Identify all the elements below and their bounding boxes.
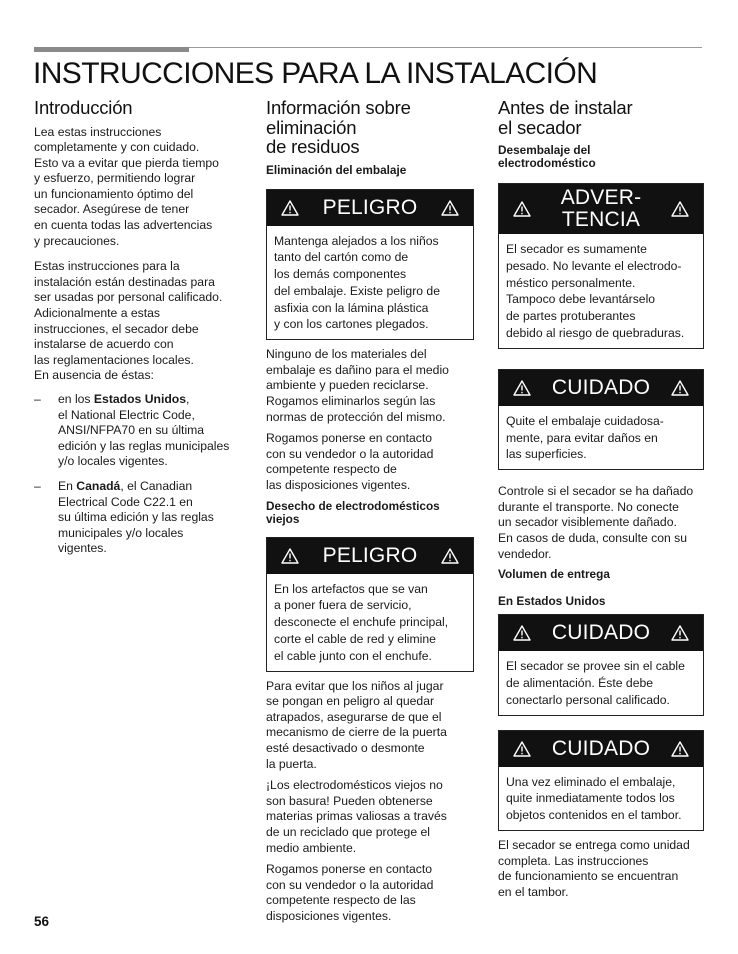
page-title: INSTRUCCIONES PARA LA INSTALACIÓN (33, 57, 598, 90)
warning-box-heavy (498, 183, 704, 349)
section-heading-disposal: Información sobre eliminación de residuos (266, 97, 411, 157)
warning-triangle-icon (441, 548, 459, 564)
warning-triangle-icon (513, 380, 531, 396)
disposal-paragraph-5: Rogamos ponerse en contacto con su vendedor o la autoridad competente respecto de las disposiciones vigentes. (266, 862, 434, 923)
danger-header (267, 538, 473, 574)
list-item-prefix: En (58, 478, 77, 493)
danger-title: PELIGRO (322, 195, 418, 219)
subheading-united-states: En Estados Unidos (498, 594, 606, 609)
warning-triangle-icon (513, 741, 531, 757)
subheading-unpacking: Desembalaje del electrodoméstico (498, 143, 596, 170)
column-introduction (34, 98, 242, 566)
warning-triangle-icon (671, 380, 689, 396)
list-item-prefix: en los (58, 392, 94, 406)
list-item-text: , el Canadian Electrical Code C22.1 en su última edición y las reglas municipales y/o locales vigentes. (58, 478, 214, 556)
list-item (34, 479, 242, 557)
intro-paragraph-2: Estas instrucciones para la instalación están destinadas para ser usadas por personal calificado. Adicionalmente a estas instrucciones, el secador debe instalarse de acuerdo con las reglamentaciones locales. En ausencia de éstas: (34, 259, 223, 383)
caution-title: CUIDADO (551, 621, 651, 645)
column-before-install (498, 98, 704, 900)
intro-paragraph-1: Lea estas instrucciones completamente y con cuidado. Esto va a evitar que pierda tiempo y esfuerzo, permitiendo lograr un funcionamiento óptimo del secador. Asegúrese de tener en cuenta todas las advertencias y precauciones. (34, 124, 219, 248)
section-heading-before-install: Antes de instalar el secador (498, 97, 633, 138)
danger-text: En los artefactos que se van a poner fuera de servicio, desconecte el enchufe principal, corte el cable de red y elimine el cable junto con el enchufe. (274, 581, 449, 663)
install-paragraph-2: El secador se entrega como unidad completa. Las instrucciones de funcionamiento se encuentran en el tambor. (498, 837, 690, 899)
caution-header (499, 370, 703, 406)
caution-header (499, 615, 703, 651)
disposal-paragraph-1: Ninguno de los materiales del embalaje es dañino para el medio ambiente y pueden reciclarse. Rogamos eliminarlos según las normas de protección del mismo. (266, 347, 449, 424)
caution-text: Una vez eliminado el embalaje, quite inmediatamente todos los objetos contenidos en el tambor. (506, 774, 682, 823)
warning-triangle-icon (441, 200, 459, 216)
subheading-delivery-scope: Volumen de entrega (498, 567, 610, 582)
subheading-packaging-disposal: Eliminación del embalaje (266, 162, 407, 177)
install-paragraph-1: Controle si el secador se ha dañado durante el transporte. No conecte un secador visiblemente dañado. En casos de duda, consulte con su vendedor. (498, 484, 694, 561)
caution-box-power-cord (498, 614, 704, 715)
page-number: 56 (34, 914, 50, 929)
danger-box-old-appliances (266, 537, 474, 672)
caution-text: Quite el embalaje cuidadosa- mente, para evitar daños en las superficies. (506, 413, 664, 462)
disposal-paragraph-4: ¡Los electrodomésticos viejos no son basura! Pueden obtenerse materias primas valiosas a través de un reciclado que protege el medio ambiente. (266, 778, 447, 855)
warning-text: El secador es sumamente pesado. No levante el electrodo- méstico personalmente. Tampoco debe levantárselo de partes protuberantes debido al riesgo de quebraduras. (506, 242, 685, 340)
warning-triangle-icon (513, 625, 531, 641)
dash-bullet: – (34, 478, 41, 493)
section-heading-introduction: Introducción (34, 97, 133, 118)
list-item-country: Canadá (76, 478, 121, 493)
list-item-text: , el National Electric Code, ANSI/NFPA70 en su última edición y las reglas municipales y/o locales vigentes. (58, 392, 230, 469)
regulations-list (34, 392, 242, 557)
caution-box-unpacking (498, 369, 704, 470)
warning-triangle-icon (671, 625, 689, 641)
disposal-paragraph-2: Rogamos ponerse en contacto con su vendedor o la autoridad competente respecto de las disposiciones vigentes. (266, 431, 434, 493)
disposal-paragraph-3: Para evitar que los niños al jugar se pongan en peligro al quedar atrapados, asegurarse de que el mecanismo de cierre de la puerta esté desactivado o desmonte la puerta. (266, 678, 447, 771)
danger-text: Mantenga alejados a los niños tanto del cartón como de los demás componentes del embalaje. Existe peligro de asfixia con la lámina plástica y con los cartones plegados. (274, 233, 440, 332)
warning-title: ADVER- TENCIA (560, 186, 642, 231)
caution-box-drum-contents (498, 730, 704, 831)
list-item-country: Estados Unidos (93, 392, 187, 406)
caution-text: El secador se provee sin el cable de alimentación. Éste debe conectarlo personal calificado. (506, 659, 685, 707)
caution-title: CUIDADO (551, 736, 651, 760)
dash-bullet: – (34, 392, 41, 406)
subheading-old-appliances: Desecho de electrodomésticos viejos (266, 498, 440, 526)
warning-triangle-icon (671, 201, 689, 217)
danger-box-packaging (266, 189, 474, 341)
danger-header (267, 190, 473, 226)
danger-title: PELIGRO (322, 543, 418, 567)
warning-triangle-icon (513, 201, 531, 217)
warning-header (499, 184, 703, 234)
column-disposal (266, 98, 474, 925)
caution-header (499, 731, 703, 767)
warning-triangle-icon (281, 548, 299, 564)
header-accent-bar (34, 47, 189, 52)
warning-triangle-icon (671, 741, 689, 757)
warning-triangle-icon (281, 200, 299, 216)
list-item (34, 392, 242, 470)
caution-title: CUIDADO (551, 375, 651, 399)
